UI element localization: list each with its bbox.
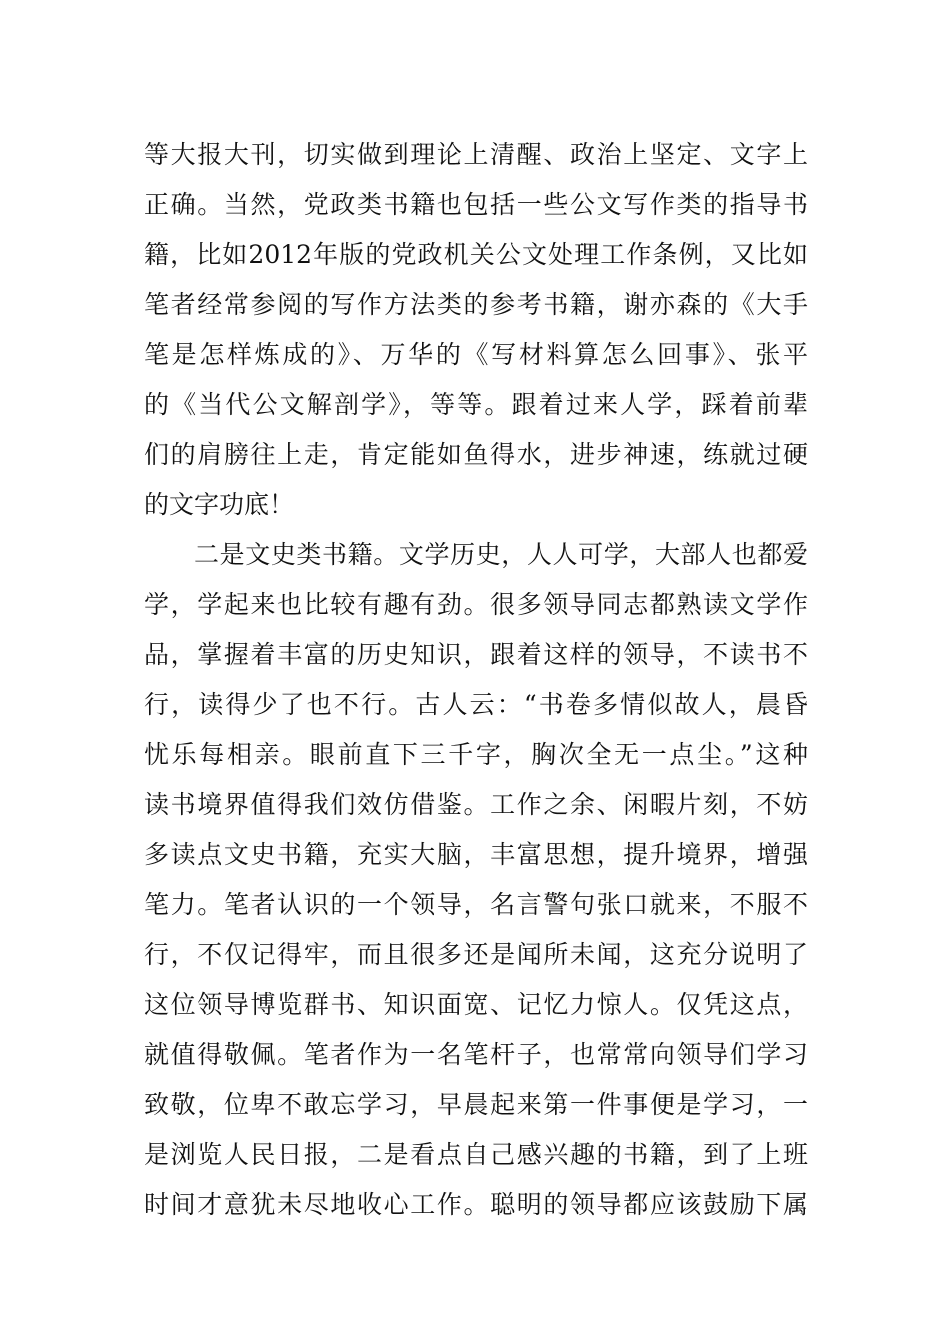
text-line: 读书境界值得我们效仿借鉴。工作之余、闲暇片刻，不妨 xyxy=(144,790,808,819)
text-line: 笔力。笔者认识的一个领导，名言警句张口就来，不服不 xyxy=(144,890,808,919)
text-line: 时间才意犹未尽地收心工作。聪明的领导都应该鼓励下属 xyxy=(144,1190,808,1219)
text-line: 的《当代公文解剖学》，等等。跟着过来人学，踩着前辈 xyxy=(144,390,808,419)
text-line: 忧乐每相亲。眼前直下三千字，胸次全无一点尘。”这种 xyxy=(144,740,808,769)
text-line: 是浏览人民日报，二是看点自己感兴趣的书籍，到了上班 xyxy=(144,1140,808,1169)
text-line: 致敬，位卑不敢忘学习，早晨起来第一件事便是学习，一 xyxy=(144,1090,808,1119)
text-line: 笔是怎样炼成的》、万华的《写材料算怎么回事》、张平 xyxy=(144,340,808,369)
text-line: 们的肩膀往上走，肯定能如鱼得水，进步神速，练就过硬 xyxy=(144,440,808,469)
text-line: 籍，比如2012年版的党政机关公文处理工作条例，又比如 xyxy=(144,240,808,269)
paragraph-literature-history-books xyxy=(144,530,808,1230)
text-line: 的文字功底！ xyxy=(144,490,295,519)
text-line: 正确。当然，党政类书籍也包括一些公文写作类的指导书 xyxy=(144,190,808,219)
text-line: 二是文史类书籍。文学历史，人人可学，大部人也都爱 xyxy=(194,540,808,569)
text-line: 学，学起来也比较有趣有劲。很多领导同志都熟读文学作 xyxy=(144,590,808,619)
body-text xyxy=(144,130,808,1230)
text-line: 品，掌握着丰富的历史知识，跟着这样的领导，不读书不 xyxy=(144,640,808,669)
text-line: 行，不仅记得牢，而且很多还是闻所未闻，这充分说明了 xyxy=(144,940,808,969)
text-line: 笔者经常参阅的写作方法类的参考书籍，谢亦森的《大手 xyxy=(144,290,808,319)
text-line: 这位领导博览群书、知识面宽、记忆力惊人。仅凭这点， xyxy=(144,990,808,1019)
text-line: 就值得敬佩。笔者作为一名笔杆子，也常常向领导们学习 xyxy=(144,1040,808,1069)
text-line: 多读点文史书籍，充实大脑，丰富思想，提升境界，增强 xyxy=(144,840,808,869)
text-line: 等大报大刊，切实做到理论上清醒、政治上坚定、文字上 xyxy=(144,140,808,169)
text-line: 行，读得少了也不行。古人云：“书卷多情似故人，晨昏 xyxy=(144,690,808,719)
paragraph-party-books-end xyxy=(144,130,808,530)
